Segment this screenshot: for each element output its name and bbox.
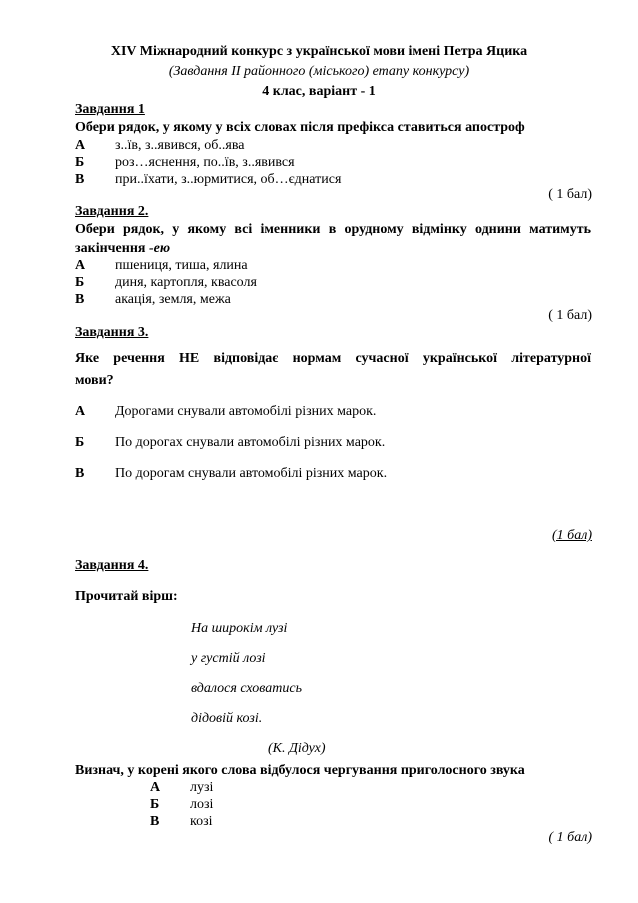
task4-option-b-letter: Б	[150, 797, 160, 812]
task1-option-c-text: при..їхати, з..юрмитися, об…єднатися	[115, 172, 342, 187]
contest-subtitle: (Завдання ІІ районного (міського) етапу конкурсу)	[168, 64, 470, 79]
task2-question-line1: Обери рядок, у якому всі іменники в орудному відмінку однини матимуть	[75, 222, 591, 237]
task3-option-a-letter: А	[75, 404, 86, 419]
poem-line-1: На широкім лузі	[191, 621, 288, 636]
task1-option-c-letter: В	[75, 172, 85, 187]
task4-option-b-text: лозі	[190, 797, 214, 812]
task1-option-a-letter: А	[75, 138, 86, 153]
task3-score: (1 бал)	[552, 528, 592, 543]
task2-question-prefix: закінчення	[75, 241, 149, 256]
task1-option-a-text: з..їв, з..явився, об..ява	[115, 138, 245, 153]
task2-option-c-text: акація, земля, межа	[115, 292, 231, 307]
task1-score: ( 1 бал)	[548, 187, 592, 202]
task2-option-a-text: пшениця, тиша, ялина	[115, 258, 248, 273]
task4-option-c-letter: В	[150, 814, 160, 829]
task3-heading: Завдання 3.	[75, 325, 149, 340]
task2-heading: Завдання 2.	[75, 204, 149, 219]
poem-line-2: у густій лозі	[191, 651, 266, 666]
task2-question-line2	[75, 241, 170, 257]
task1-option-b-letter: Б	[75, 155, 85, 170]
task4-option-c-text: козі	[190, 814, 213, 829]
task3-option-b-text: По дорогах снували автомобілі різних марок.	[115, 435, 386, 450]
task2-question-ending: -ею	[148, 241, 171, 256]
task4-score: ( 1 бал)	[548, 830, 592, 845]
task1-option-b-text: роз…яснення, по..їв, з..явився	[115, 155, 295, 170]
task2-option-b-text: диня, картопля, квасоля	[115, 275, 257, 290]
task3-option-c-letter: В	[75, 466, 85, 481]
task3-option-b-letter: Б	[75, 435, 85, 450]
task1-question: Обери рядок, у якому у всіх словах після префікса ставиться апостроф	[75, 120, 525, 135]
poem-line-4: дідовій козі.	[191, 711, 263, 726]
contest-title: XIV Міжнародний конкурс з української мови імені Петра Яцика	[110, 44, 528, 59]
task2-score: ( 1 бал)	[548, 308, 592, 323]
task1-heading: Завдання 1	[75, 102, 145, 117]
task3-option-a-text: Дорогами снували автомобілі різних марок.	[115, 404, 377, 419]
task4-option-a-text: лузі	[190, 780, 214, 795]
grade-variant: 4 клас, варіант - 1	[262, 84, 376, 99]
task4-heading: Завдання 4.	[75, 558, 149, 573]
task2-option-a-letter: А	[75, 258, 86, 273]
task3-question-line1: Яке речення НЕ відповідає нормам сучасної української літературної	[75, 351, 591, 366]
poem-line-3: вдалося сховатись	[191, 681, 302, 696]
task2-option-c-letter: В	[75, 292, 85, 307]
task4-prompt: Прочитай вірш:	[75, 589, 178, 604]
task2-option-b-letter: Б	[75, 275, 85, 290]
task4-question: Визнач, у корені якого слова відбулося чергування приголосного звука	[75, 763, 525, 778]
task3-question-line2: мови?	[75, 373, 114, 388]
poem-author: (К. Дідух)	[268, 741, 326, 756]
task4-option-a-letter: А	[150, 780, 161, 795]
task3-option-c-text: По дорогам снували автомобілі різних марок.	[115, 466, 388, 481]
